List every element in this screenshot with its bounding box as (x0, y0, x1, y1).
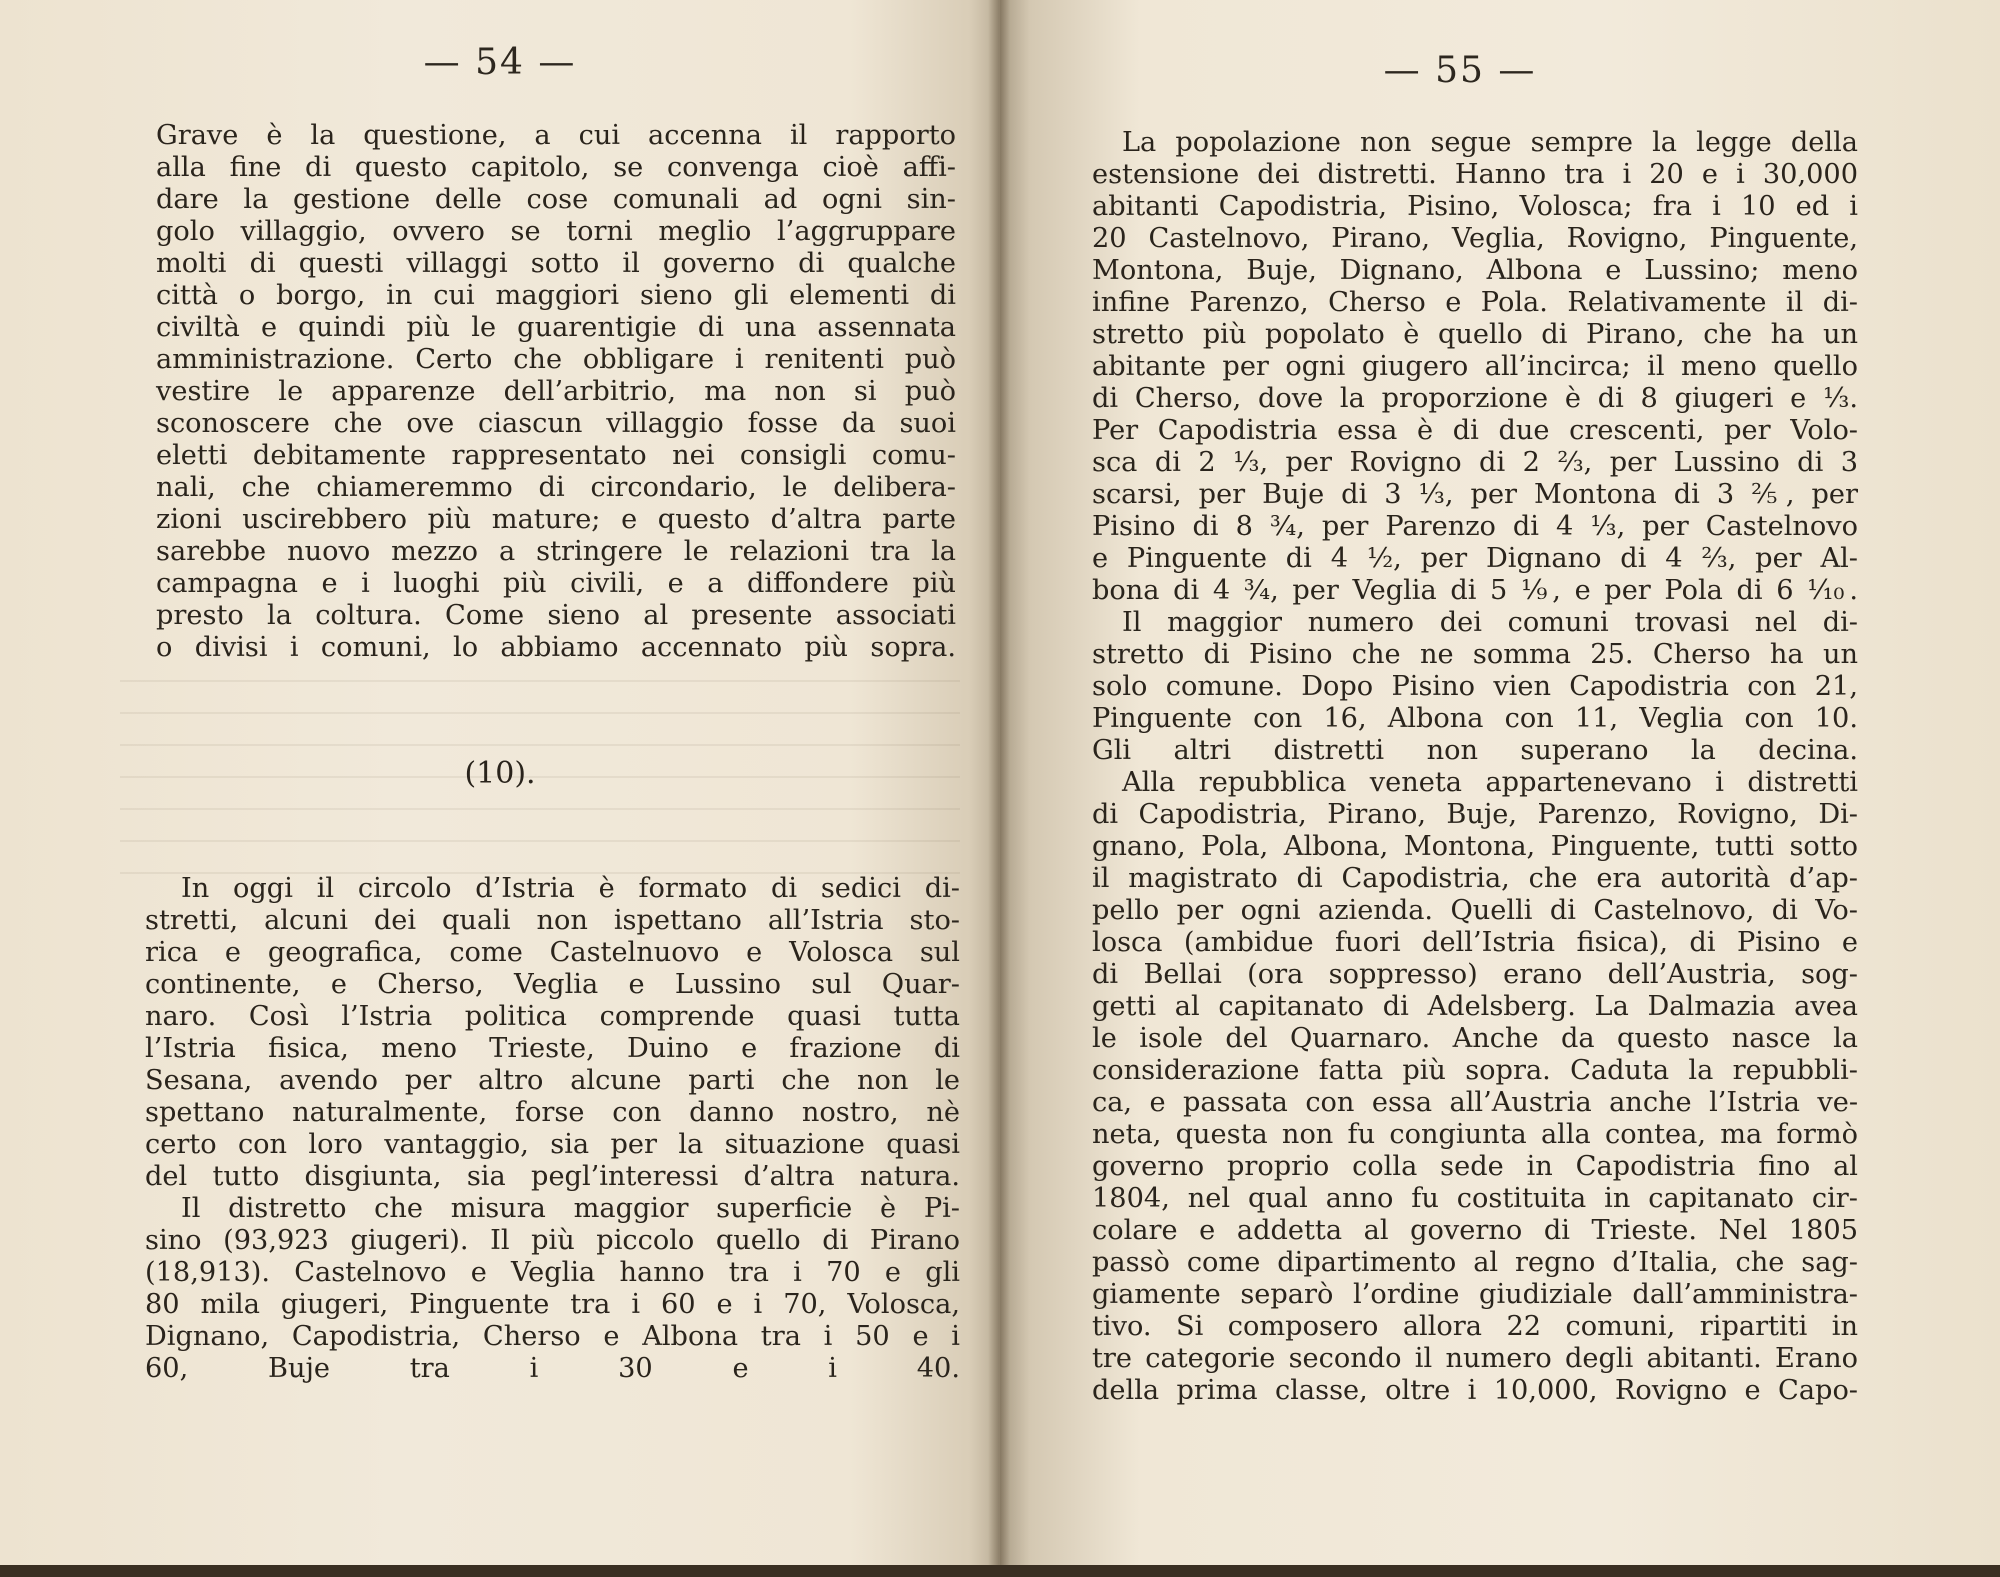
text-line: Sesana, avendo per altro alcune parti che non le (145, 1065, 960, 1096)
page-number-left: — 54 — (423, 42, 577, 83)
text-line: golo villaggio, ovvero se torni meglio l’aggruppare (156, 216, 956, 247)
text-line: di Capodistria, Pirano, Buje, Parenzo, Rovigno, Di- (1092, 799, 1858, 830)
text-line: Grave è la questione, a cui accenna il rapporto (156, 120, 956, 151)
text-line: colare e addetta al governo di Trieste. Nel 1805 (1092, 1215, 1858, 1246)
text-line: Il maggior numero dei comuni trovasi nel di- (1122, 607, 1858, 638)
text-line: Il distretto che misura maggior superficie è Pi- (181, 1193, 960, 1224)
text-line: bona di 4 ¾, per Veglia di 5 ⅑, e per Pola di 6 ⅒. (1092, 575, 1858, 606)
text-line: losca (ambidue fuori dell’Istria fisica), di Pisino e (1092, 927, 1858, 958)
text-line: sconoscere che ove ciascun villaggio fosse da suoi (156, 408, 956, 439)
text-line: eletti debitamente rappresentato nei consigli comu- (156, 440, 956, 471)
text-line: 80 mila giugeri, Pinguente tra i 60 e i 70, Volosca, (145, 1289, 960, 1320)
text-line: dare la gestione delle cose comunali ad ogni sin- (156, 184, 956, 215)
text-line: tre categorie secondo il numero degli abitanti. Erano (1092, 1343, 1858, 1374)
paragraph-left-2 (145, 873, 960, 1385)
right-page (1000, 0, 2000, 1577)
text-line: e Pinguente di 4 ½, per Dignano di 4 ⅔, per Al- (1092, 543, 1858, 574)
text-line: molti di questi villaggi sotto il governo di qualche (156, 248, 956, 279)
text-line: campagna e i luoghi più civili, e a diffondere più (156, 568, 956, 599)
text-line: Pisino di 8 ¾, per Parenzo di 4 ⅓, per Castelnovo (1092, 511, 1858, 542)
text-line: stretti, alcuni dei quali non ispettano all’Istria sto- (145, 905, 960, 936)
paragraph-right (1092, 127, 1858, 1407)
text-line: gnano, Pola, Albona, Montona, Pinguente, tutti sotto (1092, 831, 1858, 862)
text-line: Montona, Buje, Dignano, Albona e Lussino; meno (1092, 255, 1858, 286)
text-line: sino (93,923 giugeri). Il più piccolo quello di Pirano (145, 1225, 960, 1256)
text-line: giamente separò l’ordine giudiziale dall’amministra- (1092, 1279, 1858, 1310)
text-line: infine Parenzo, Cherso e Pola. Relativamente il di- (1092, 287, 1858, 318)
text-line: naro. Così l’Istria politica comprende quasi tutta (145, 1001, 960, 1032)
text-line: certo con loro vantaggio, sia per la situazione quasi (145, 1129, 960, 1160)
text-line: (18,913). Castelnovo e Veglia hanno tra i 70 e gli (145, 1257, 960, 1288)
text-line: passò come dipartimento al regno d’Italia, che sag- (1092, 1247, 1858, 1278)
text-line: il magistrato di Capodistria, che era autorità d’ap- (1092, 863, 1858, 894)
text-line: stretto di Pisino che ne somma 25. Cherso ha un (1092, 639, 1858, 670)
text-line: governo proprio colla sede in Capodistria fino al (1092, 1151, 1858, 1182)
text-line: stretto più popolato è quello di Pirano, che ha un (1092, 319, 1858, 350)
text-line: ca, e passata con essa all’Austria anche l’Istria ve- (1092, 1087, 1858, 1118)
text-line: 60, Buje tra i 30 e i 40. (145, 1353, 960, 1384)
text-line: sarebbe nuovo mezzo a stringere le relazioni tra la (156, 536, 956, 567)
text-line: amministrazione. Certo che obbligare i renitenti può (156, 344, 956, 375)
text-line: Gli altri distretti non superano la decina. (1092, 735, 1858, 766)
text-line: o divisi i comuni, lo abbiamo accennato più sopra. (156, 632, 956, 663)
text-line: getti al capitanato di Adelsberg. La Dalmazia avea (1092, 991, 1858, 1022)
text-line: Per Capodistria essa è di due crescenti, per Volo- (1092, 415, 1858, 446)
text-line: abitanti Capodistria, Pisino, Volosca; fra i 10 ed i (1092, 191, 1858, 222)
text-line: abitante per ogni giugero all’incirca; il meno quello (1092, 351, 1858, 382)
text-line: presto la coltura. Come sieno al presente associati (156, 600, 956, 631)
paragraph-left-1 (156, 120, 956, 664)
text-line: vestire le apparenze dell’arbitrio, ma non si può (156, 376, 956, 407)
text-line: estensione dei distretti. Hanno tra i 20 e i 30,000 (1092, 159, 1858, 190)
text-line: l’Istria fisica, meno Trieste, Duino e frazione di (145, 1033, 960, 1064)
text-line: 20 Castelnovo, Pirano, Veglia, Rovigno, Pinguente, (1092, 223, 1858, 254)
text-line: le isole del Quarnaro. Anche da questo nasce la (1092, 1023, 1858, 1054)
text-line: In oggi il circolo d’Istria è formato di sedici di- (181, 873, 960, 904)
text-line: tivo. Si composero allora 22 comuni, ripartiti in (1092, 1311, 1858, 1342)
text-line: solo comune. Dopo Pisino vien Capodistria con 21, (1092, 671, 1858, 702)
text-line: spettano naturalmente, forse con danno nostro, nè (145, 1097, 960, 1128)
text-line: di Bellai (ora soppresso) erano dell’Austria, sog- (1092, 959, 1858, 990)
text-line: Alla repubblica veneta appartenevano i distretti (1122, 767, 1858, 798)
text-line: considerazione fatta più sopra. Caduta la repubbli- (1092, 1055, 1858, 1086)
scan-bottom-edge (0, 1565, 2000, 1577)
text-line: del tutto disgiunta, sia pegl’interessi d’altra natura. (145, 1161, 960, 1192)
text-line: rica e geografica, come Castelnuovo e Volosca sul (145, 937, 960, 968)
page-number-right: — 55 — (1383, 50, 1537, 91)
text-line: 1804, nel qual anno fu costituita in capitanato cir- (1092, 1183, 1858, 1214)
text-line: continente, e Cherso, Veglia e Lussino sul Quar- (145, 969, 960, 1000)
text-line: Pinguente con 16, Albona con 11, Veglia con 10. (1092, 703, 1858, 734)
book-gutter (988, 0, 1010, 1577)
text-line: Dignano, Capodistria, Cherso e Albona tra i 50 e i (145, 1321, 960, 1352)
text-line: alla fine di questo capitolo, se convenga cioè affi- (156, 152, 956, 183)
text-line: nali, che chiameremmo di circondario, le delibera- (156, 472, 956, 503)
text-line: zioni uscirebbero più mature; e questo d’altra parte (156, 504, 956, 535)
text-line: scarsi, per Buje di 3 ⅓, per Montona di 3 ⅖, per (1092, 479, 1858, 510)
text-line: di Cherso, dove la proporzione è di 8 giugeri e ⅓. (1092, 383, 1858, 414)
text-line: neta, questa non fu congiunta alla contea, ma formò (1092, 1119, 1858, 1150)
section-number: (10). (464, 756, 536, 791)
text-line: della prima classe, oltre i 10,000, Rovigno e Capo- (1092, 1375, 1858, 1406)
text-line: sca di 2 ⅓, per Rovigno di 2 ⅔, per Lussino di 3 (1092, 447, 1858, 478)
text-line: pello per ogni azienda. Quelli di Castelnovo, di Vo- (1092, 895, 1858, 926)
text-line: La popolazione non segue sempre la legge della (1122, 127, 1858, 158)
text-line: città o borgo, in cui maggiori sieno gli elementi di (156, 280, 956, 311)
text-line: civiltà e quindi più le guarentigie di una assennata (156, 312, 956, 343)
